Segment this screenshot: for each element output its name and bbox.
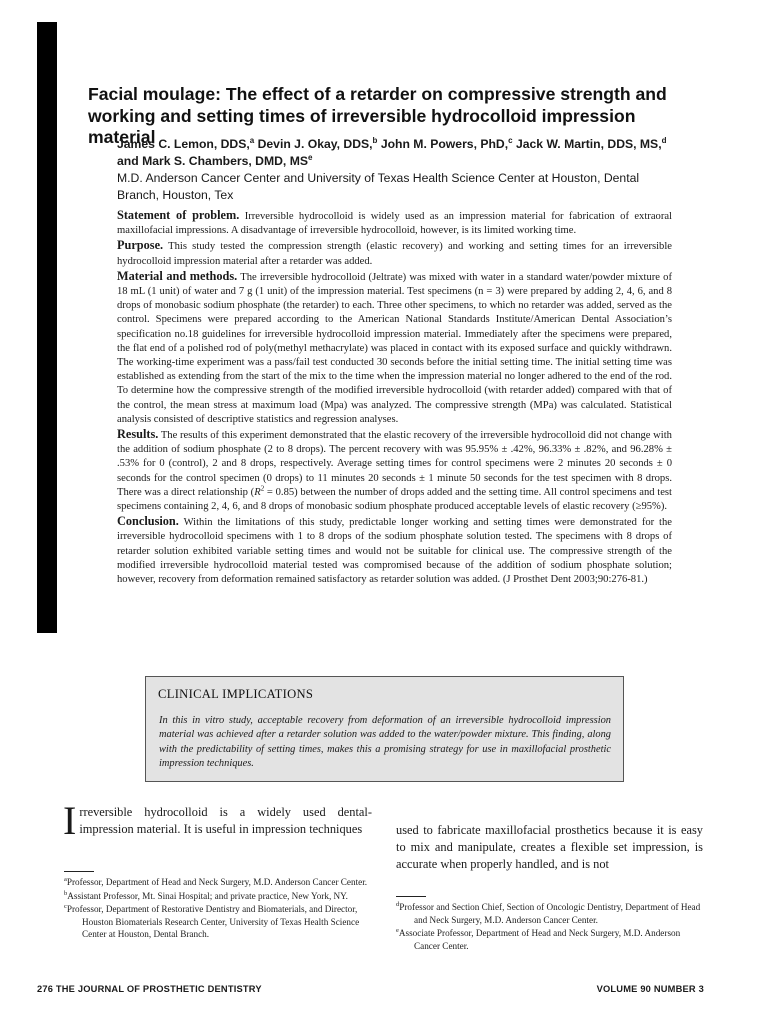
author-mark: b (372, 135, 378, 145)
abstract (117, 208, 672, 587)
author-list (117, 136, 677, 169)
footnote-rule (64, 871, 94, 872)
footnote-text: Assistant Professor, Mt. Sinai Hospital; and private practice, New York, NY. (67, 890, 348, 901)
abstract-text: Within the limitations of this study, predictable longer working and setting times were demonstrated for the irreversible hydrocolloid specimens with 1 to 8 drops of the sodium phosphate solution tested. The specimens with 8 drops of retarder solution exhibited variable setting times and would not be suitable for clinical use. The compressive strength of the modified irreversible hydrocolloid material tested was compromised because of the addition of sodium phosphate solution; however, recovery from deformation remained satisfactory as retarder solution was added. (117, 517, 672, 586)
abstract-problem (117, 208, 672, 238)
article-title: Facial moulage: The effect of a retarder on compressive strength and working and setting times of irreversible hydrocolloid impression material (88, 84, 667, 147)
author-name: Jack W. Martin, DDS, MS, (515, 137, 662, 151)
footer-journal: 276 THE JOURNAL OF PROSTHETIC DENTISTRY (37, 984, 262, 994)
footnote (64, 876, 374, 889)
author-mark: a (249, 135, 255, 145)
r-squared-symbol: R (254, 486, 261, 498)
footnote (64, 890, 374, 903)
author-name: James C. Lemon, DDS, (117, 137, 250, 151)
clinical-implications-box (145, 676, 624, 782)
footnote-mark: d (396, 900, 400, 908)
body-text: rreversible hydrocolloid is a widely used dental-impression material. It is useful in impression techniques (79, 805, 372, 837)
abstract-text: = 0.85) between the number of drops added and the setting time. All control specimens and test specimens containing 2, 4, 6, and 8 drops of monobasic sodium phosphate produced acceptable levels of elastic recovery (≥95%). (117, 486, 672, 513)
author-mark: e (308, 152, 313, 162)
abstract-text: This study tested the compression strength (elastic recovery) and working and setting times for an irreversible hydrocolloid impression material after a retarder was added. (117, 241, 673, 267)
footnote (396, 901, 706, 926)
author-name: Devin J. Okay, DDS, (257, 137, 373, 151)
footnote-text: Professor, Department of Restorative Dentistry and Biomaterials, and Director, Houston Biomaterials Research Center, University of Texas Health Science Center at Houston, Dental Branch. (66, 904, 360, 940)
author-name: Mark S. Chambers, DMD, MS (142, 153, 308, 168)
author-mark: d (661, 135, 667, 145)
abstract-heading: Results. (117, 427, 159, 442)
footnotes-right (396, 901, 706, 953)
r-squared-exponent: 2 (260, 484, 265, 493)
affiliation: M.D. Anderson Cancer Center and University of Texas Health Science Center at Houston, Dental Branch, Houston, Tex (117, 171, 640, 202)
drop-cap: I (63, 798, 77, 843)
abstract-conclusion (117, 514, 672, 587)
body-column-right (396, 822, 703, 874)
abstract-text: The results of this experiment demonstrated that the elastic recovery of the irreversible hydrocolloid did not change with the addition of sodium phosphate (2 to 8 drops). The percent recovery with was 95.95% ± .42%, 96.33% ± .82%, and 96.28% ± .53% for 0 (control), 2 and 8 drops, respectively. Average setting times for control specimens were 2 minutes 20 seconds ± 0 seconds for the control specimen (0 drops) to 11 minutes 20 seconds ± 1 minute 50 seconds for the test specimen with 8 drops. There was a direct relationship ( (117, 430, 672, 498)
footnote-text: Associate Professor, Department of Head and Neck Surgery, M.D. Anderson Cancer Center. (398, 928, 681, 951)
author-mark: c (508, 135, 513, 145)
body-text: used to fabricate maxillofacial prosthetics because it is easy to mix and manipulate, creates a flexible set impression, is accurate when properly handled, and is not (396, 823, 703, 872)
citation: (J Prosthet Dent 2003;90:276-81.) (502, 574, 648, 586)
abstract-heading: Conclusion. (117, 514, 179, 529)
abstract-text: Irreversible hydrocolloid is widely used as an impression material for fabrication of extraoral maxillofacial impressions. A disadvantage of irreversible hydrocolloid, however, is its limited working time. (117, 211, 672, 237)
author-name: John M. Powers, PhD, (380, 137, 509, 151)
body-column-left (63, 798, 372, 843)
footnote-rule (396, 896, 426, 897)
footer-volume: VOLUME 90 NUMBER 3 (596, 984, 704, 994)
footnote (396, 927, 706, 952)
footnote (64, 903, 374, 941)
abstract-purpose (117, 238, 672, 268)
abstract-text: The irreversible hydrocolloid (Jeltrate) was mixed with water in a standard water/powder mixture of 18 mL (1 unit) of water and 7 g (1 unit) of the impression material. Test specimens (n = 3) were prepared by adding 2, 4, 6, and 8 drops of monobasic sodium phosphate (the retarder) to each. Three other specimens, to which no retarder was added, served as the control. Specimens were prepared according to the American National Standards Institute/American Dental Association’s specification no.18 guidelines for irreversible hydrocolloid impression material. Immediately after the specimens were prepared, the flat end of a polished rod of poly(methyl methacrylate) was placed in contact with its exposed surface and quickly withdrawn. The working-time experiment was a pass/fail test conducted 30 seconds before the initial setting time. The initial setting time was established as extending from the start of the mix to the time when the impression material no longer adhered to the end of the rod. To determine how the compressive strength of the modified irreversible hydrocolloid (with retarder added) compared with that of the control, the mean stress at maximum load (Mpa) was analyzed. The compressive strength (MPa) was calculated. Statistical analysis consisted of descriptive statistics and regression analyses. (117, 271, 672, 425)
author-conjunction: and (117, 153, 139, 168)
footnote-mark: e (396, 927, 399, 935)
footnote-mark: c (64, 903, 67, 911)
footnote-text: Professor and Section Chief, Section of Oncologic Dentistry, Department of Head and Neck Surgery, M.D. Anderson Cancer Center. (399, 902, 701, 925)
abstract-methods (117, 269, 672, 427)
abstract-heading: Material and methods. (117, 268, 238, 283)
clinical-implications-title: CLINICAL IMPLICATIONS (158, 687, 314, 701)
abstract-results (117, 427, 672, 514)
footnote-mark: b (64, 889, 68, 897)
footnotes-left (64, 876, 374, 942)
clinical-implications-text: In this in vitro study, acceptable recovery from deformation of an irreversible hydrocolloid impression material was achieved after a retarder solution was added to the water/powder mixture. This finding, along with the predictability of setting times, makes this a promising strategy for use in maxillofacial prosthetic impression techniques. (159, 715, 611, 770)
margin-bar (37, 22, 57, 633)
abstract-heading: Purpose. (117, 238, 164, 253)
footnote-text: Professor, Department of Head and Neck Surgery, M.D. Anderson Cancer Center. (66, 877, 368, 887)
footnote-mark: a (64, 875, 67, 883)
abstract-heading: Statement of problem. (117, 208, 240, 222)
